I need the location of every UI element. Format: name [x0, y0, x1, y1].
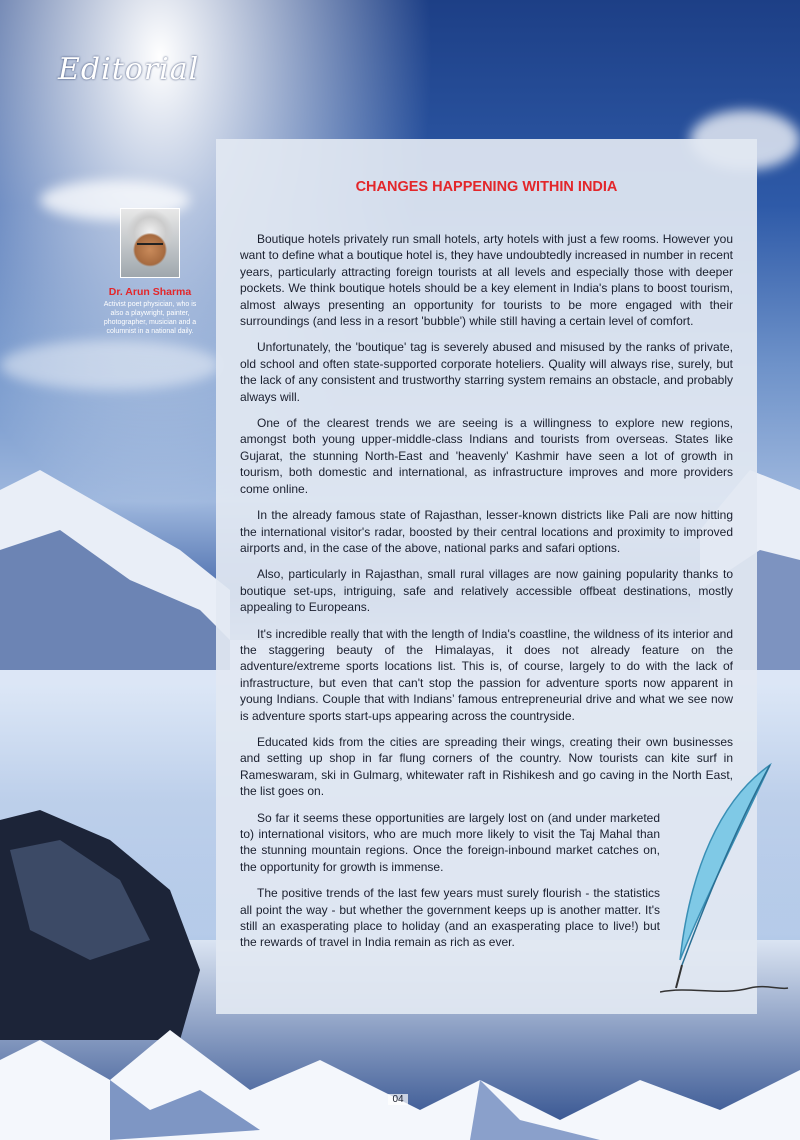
paragraph: Boutique hotels privately run small hotels, arty hotels with just a few rooms. However you want to define what a boutique hotel is, they have undoubtedly increased in number in recent years, particularly attracting foreign tourists at all levels and especially those with deeper pockets. We think boutique hotels should be a key element in India's plans to boost tourism, almost always presenting an opportunity for tourists to be more engaged with their surroundings (and less in a resort 'bubble') while still having a certain level of comfort.: [240, 232, 733, 329]
glasses-decoration: [137, 243, 163, 251]
paragraph: Also, particularly in Rajasthan, small rural villages are now gaining popularity thanks to boutique set-ups, intriguing, safe and relatively accessible offbeat destinations, mostly appealing to Europeans.: [240, 567, 733, 615]
page-number: 04: [388, 1094, 408, 1105]
rock-foreground-left: [0, 810, 200, 1040]
author-photo: [120, 208, 180, 278]
paragraph: One of the clearest trends we are seeing is a willingness to explore new regions, amongst both young upper-middle-class Indians and tourists from overseas. States like Gujarat, the stunning North-East and 'heavenly' Kashmir have seen a lot of growth in tourism, both domestic and international, as infrastructure improves and more providers come online.: [240, 416, 733, 496]
paragraph: Educated kids from the cities are spreading their wings, creating their own businesses and setting up shop in far flung corners of the country. Now tourists can kite surf in Rameswaram, ski in Gulmarg, whitewater raft in Rishikesh and go caving in the North East, the list goes on.: [240, 734, 733, 799]
paragraph: It's incredible really that with the length of India's coastline, the wildness of its interior and the staggering beauty of the Himalayas, it does not already feature on the adventure/extreme sports locations list. This is, of course, largely to do with the lack of infrastructure, but even that can't stop the passion for adventure sports now apparent in young Indians. Couple that with Indians’ famous entrepreneurial drive and what we see now is adventure sports start-ups appearing across the countryside.: [240, 626, 733, 723]
paragraph: Unfortunately, the 'boutique' tag is severely abused and misused by the ranks of private, old school and often state-supported corporate hoteliers. Quality will always rise, surely, but the lack of any consistent and trustworthy starring system remains an obstacle, and probably always will.: [240, 340, 733, 404]
snow-peaks-bottom: [0, 1020, 800, 1140]
section-title: Editorial: [58, 52, 200, 87]
paragraph: In the already famous state of Rajasthan, lesser-known districts like Pali are now hitting the international visitor's radar, boosted by their central locations and proximity to improved airports and, in the case of the above, national parks and safari options.: [240, 508, 733, 555]
paragraph: The positive trends of the last few years must surely flourish - the statistics all point the way - but whether the government keeps up is another matter. It's still an exasperating place to holiday (and an exasperating place to live!) but the rewards of travel in India remain as rich as ever.: [240, 886, 660, 950]
mountains-left: [0, 470, 230, 670]
author-name: Dr. Arun Sharma: [108, 286, 192, 298]
quill-pen-icon: [660, 760, 790, 1000]
author-bio: Activist poet physician, who is also a playwright, painter, photographer, musician and a columnist in a national daily.: [103, 301, 197, 335]
author-block: [100, 208, 200, 336]
article-title: CHANGES HAPPENING WITHIN INDIA: [355, 179, 618, 195]
cloud-decoration: [0, 340, 220, 390]
paragraph: So far it seems these opportunities are largely lost on (and under marketed to) international visitors, who are much more likely to visit the Taj Mahal than the stunning mountain regions. Once the foreign-inbound market catches on, the opportunity for growth is immense.: [240, 810, 660, 874]
